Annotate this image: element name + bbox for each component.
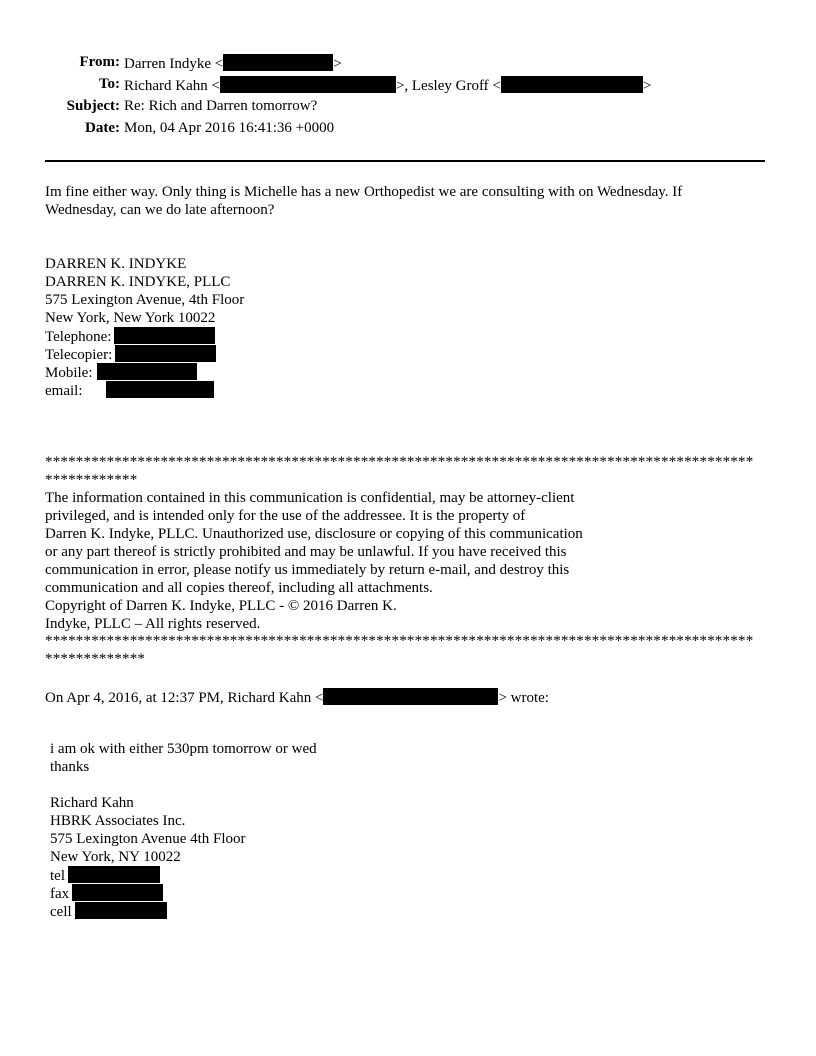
- redaction-box: [223, 54, 333, 71]
- redaction-box: [501, 76, 643, 93]
- signature-name: DARREN K. INDYKE: [45, 256, 187, 272]
- quoted-line-2: thanks: [50, 759, 90, 775]
- disclaimer-line-8: Indyke, PLLC – All rights reserved.: [45, 616, 261, 632]
- stars-line-1a: ********************************************************************************************: [45, 454, 754, 470]
- signature-address-1: 575 Lexington Avenue, 4th Floor: [45, 292, 245, 308]
- from-label: From:: [79, 54, 120, 70]
- cell-label: cell: [50, 904, 72, 920]
- email-label: email:: [45, 383, 83, 399]
- quoted-sig-address-1: 575 Lexington Avenue 4th Floor: [50, 831, 246, 847]
- to-separator: >, Lesley Groff <: [395, 78, 501, 94]
- telecopier-label: Telecopier:: [45, 347, 113, 363]
- signature-firm: DARREN K. INDYKE, PLLC: [45, 274, 231, 290]
- redaction-box: [68, 866, 160, 883]
- quoted-line-1: i am ok with either 530pm tomorrow or wed: [50, 741, 317, 757]
- from-close: >: [333, 56, 342, 72]
- redaction-box: [115, 345, 216, 362]
- quoted-intro-start: On Apr 4, 2016, at 12:37 PM, Richard Kahn <: [45, 690, 324, 706]
- disclaimer-line-5: communication in error, please notify us immediately by return e-mail, and destroy this: [45, 562, 570, 578]
- date-value: Mon, 04 Apr 2016 16:41:36 +0000: [124, 120, 335, 136]
- signature-address-2: New York, New York 10022: [45, 310, 216, 326]
- redaction-box: [114, 327, 215, 344]
- redaction-box: [97, 363, 197, 380]
- quoted-intro: [45, 688, 549, 707]
- redaction-box: [220, 76, 396, 93]
- stars-line-2b: *************: [45, 651, 146, 667]
- to-label: To:: [98, 76, 120, 92]
- disclaimer-line-1: The information contained in this communication is confidential, may be attorney-client: [45, 490, 575, 506]
- telephone-label: Telephone:: [45, 329, 112, 345]
- subject-value: Re: Rich and Darren tomorrow?: [124, 98, 318, 114]
- stars-line-2a: ********************************************************************************************: [45, 633, 754, 649]
- signature-telecopier: [45, 345, 216, 364]
- to-close: >: [642, 78, 652, 94]
- redaction-box: [106, 381, 214, 398]
- quoted-sig-fax: [50, 884, 163, 903]
- tel-label: tel: [50, 868, 65, 884]
- from-value: [124, 54, 342, 73]
- mobile-label: Mobile:: [45, 365, 93, 381]
- signature-telephone: [45, 327, 215, 346]
- redaction-box: [72, 884, 163, 901]
- disclaimer-line-7: Copyright of Darren K. Indyke, PLLC - © 2016 Darren K.: [45, 598, 397, 614]
- to-value: [124, 76, 651, 95]
- redaction-box: [75, 902, 167, 919]
- disclaimer-line-6: communication and all copies thereof, including all attachments.: [45, 580, 433, 596]
- fax-label: fax: [50, 886, 70, 902]
- body-line-1: Im fine either way. Only thing is Michelle has a new Orthopedist we are consulting with on Wednesday. If: [45, 184, 683, 200]
- quoted-sig-company: HBRK Associates Inc.: [50, 813, 186, 829]
- disclaimer-line-3: Darren K. Indyke, PLLC. Unauthorized use, disclosure or copying of this communication: [45, 526, 583, 542]
- to-name-1: Richard Kahn <: [124, 78, 220, 94]
- from-name: Darren Indyke <: [124, 56, 224, 72]
- disclaimer-line-2: privileged, and is intended only for the use of the addressee. It is the property of: [45, 508, 526, 524]
- quoted-sig-address-2: New York, NY 10022: [50, 849, 181, 865]
- body-line-2: Wednesday, can we do late afternoon?: [45, 202, 275, 218]
- quoted-sig-cell: [50, 902, 167, 921]
- redaction-box: [323, 688, 498, 705]
- date-label: Date:: [85, 120, 120, 136]
- stars-line-1b: ************: [45, 472, 138, 488]
- signature-mobile: [45, 363, 197, 382]
- disclaimer-line-4: or any part thereof is strictly prohibited and may be unlawful. If you have received this: [45, 544, 567, 560]
- quoted-sig-tel: [50, 866, 160, 885]
- signature-email: [45, 381, 214, 400]
- quoted-intro-end: > wrote:: [498, 690, 549, 706]
- header-divider: [45, 160, 765, 162]
- quoted-sig-name: Richard Kahn: [50, 795, 134, 811]
- subject-label: Subject:: [66, 98, 120, 114]
